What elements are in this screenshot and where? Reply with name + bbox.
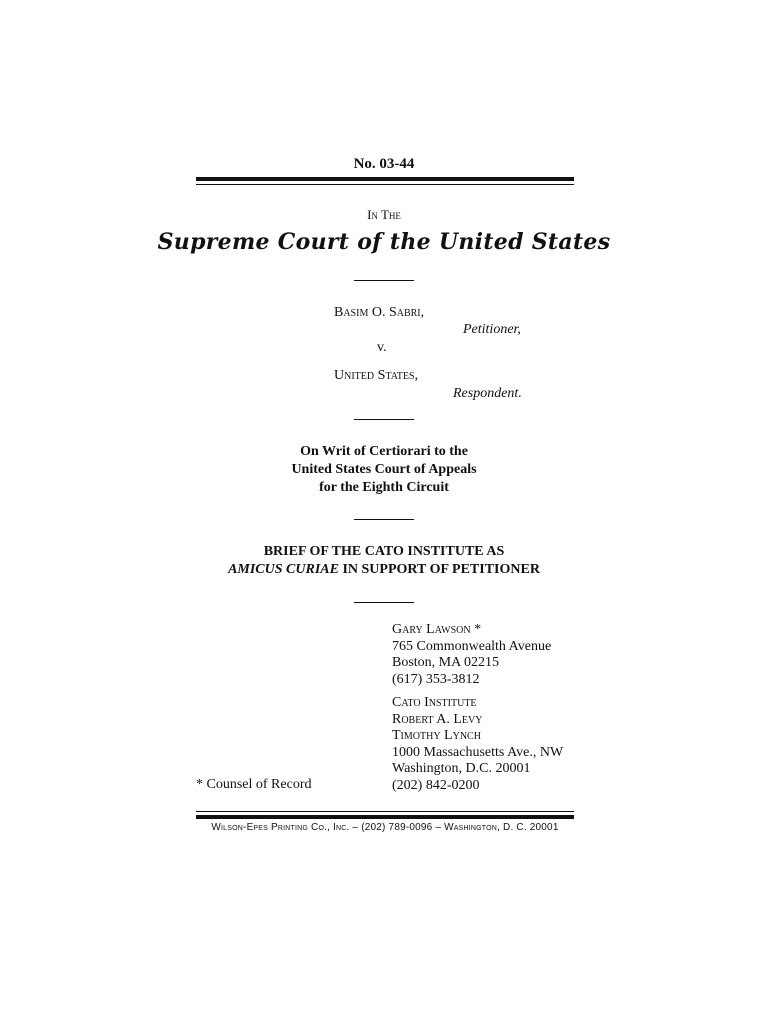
top-rule-thick [196, 177, 574, 181]
versus: v. [377, 340, 387, 355]
counsel-secondary-address-1: 1000 Massachusetts Ave., NW [392, 744, 564, 760]
counsel-of-record-note: * Counsel of Record [196, 777, 312, 792]
separator-4 [354, 602, 414, 603]
writ-line-3: for the Eighth Circuit [319, 480, 449, 495]
counsel-primary-name: Gary Lawson * [392, 622, 482, 637]
brief-title [0, 543, 768, 579]
respondent-name-text: United States, [334, 368, 419, 383]
writ-line-1: On Writ of Certiorari to the [300, 444, 468, 459]
separator-1 [354, 280, 414, 281]
counsel-primary-phone: (617) 353-3812 [392, 671, 480, 687]
brief-title-line-2-rest: IN SUPPORT OF PETITIONER [338, 562, 540, 577]
separator-2 [354, 419, 414, 420]
docket-number: No. 03-44 [353, 156, 415, 172]
counsel-primary-address-2: Boston, MA 02215 [392, 655, 499, 670]
counsel-secondary-name-1: Robert A. Levy [392, 711, 483, 727]
writ-line-2: United States Court of Appeals [291, 462, 477, 477]
brief-title-line-1: BRIEF OF THE CATO INSTITUTE AS [263, 544, 505, 559]
brief-title-line-2 [0, 561, 768, 579]
petitioner-name-text: Basim O. Sabri, [334, 305, 425, 320]
bottom-rule-thick [196, 815, 574, 819]
court-name: Supreme Court of the United States [157, 229, 611, 255]
printer-line: Wilson-Epes Printing Co., Inc. – (202) 789-0096 – Washington, D. C. 20001 [211, 822, 559, 833]
counsel-secondary-address-2: Washington, D.C. 20001 [392, 761, 531, 776]
court-prefix: In The [367, 207, 401, 222]
counsel-primary-address-1: 765 Commonwealth Avenue [392, 638, 552, 654]
respondent-name [334, 368, 418, 384]
separator-3 [354, 519, 414, 520]
counsel-secondary-org: Cato Institute [392, 695, 477, 710]
bottom-rule-thin [196, 811, 574, 812]
counsel-primary [392, 622, 551, 688]
counsel-secondary-phone: (202) 842-0200 [392, 777, 480, 793]
petitioner-name [334, 305, 424, 321]
counsel-secondary-name-2: Timothy Lynch [392, 728, 481, 743]
respondent-role: Respondent. [453, 386, 522, 401]
writ-block [0, 443, 768, 497]
petitioner-role: Petitioner, [463, 322, 521, 337]
top-rule-thin [196, 184, 574, 185]
counsel-secondary [392, 695, 563, 794]
amicus-curiae-text: AMICUS CURIAE [228, 562, 339, 577]
